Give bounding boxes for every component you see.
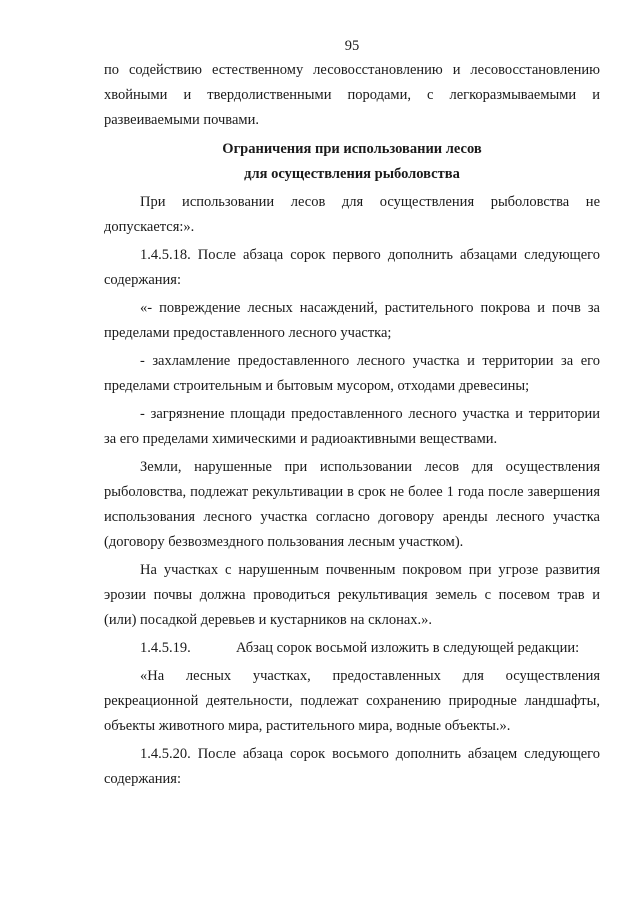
section-heading-line-1: Ограничения при использовании лесов <box>222 141 482 157</box>
quote-paragraph-damage: «- повреждение лесных насаждений, растительного покрова и почв за пределами предоставленного лесного участка; <box>104 300 600 341</box>
item-number: 1.4.5.19. <box>140 640 191 656</box>
item-1-4-5-19 <box>104 636 600 661</box>
continuation-paragraph: по содействию естественному лесовосстановлению и лесовосстановлению хвойными и твердолиственными породами, с легкоразмываемыми и развеиваемыми почвами. <box>104 62 600 128</box>
item-1-4-5-20 <box>104 742 600 792</box>
item-number: 1.4.5.18. <box>140 247 191 263</box>
lands-recultivation-paragraph: Земли, нарушенные при использовании лесов для осуществления рыболовства, подлежат рекультивации в срок не более 1 года после завершения использования лесного участка согласно договору аренды лесного участка (договору безвозмездного пользования лесным участком). <box>104 459 600 550</box>
recreation-paragraph: «На лесных участках, предоставленных для осуществления рекреационной деятельности, подлежат сохранению природные ландшафты, объекты животного мира, растительного мира, водные объекты.». <box>104 668 600 734</box>
fishing-restriction-paragraph: При использовании лесов для осуществления рыболовства не допускается:». <box>104 194 600 235</box>
quote-paragraph-pollution: - загрязнение площади предоставленного лесного участка и территории за его пределами химическими и радиоактивными веществами. <box>104 406 600 447</box>
item-1-4-5-18 <box>104 243 600 293</box>
item-text: После абзаца сорок первого дополнить абзацами следующего содержания: <box>104 247 600 288</box>
item-text: После абзаца сорок восьмого дополнить абзацем следующего содержания: <box>104 746 600 787</box>
item-number: 1.4.5.20. <box>140 746 191 762</box>
page-number: 95 <box>344 38 360 54</box>
erosion-paragraph: На участках с нарушенным почвенным покровом при угрозе развития эрозии почвы должна проводиться рекультивация земель с посевом трав и (или) посадкой деревьев и кустарников на склонах.». <box>104 562 600 628</box>
quote-paragraph-littering: - захламление предоставленного лесного участка и территории за его пределами строительным и бытовым мусором, отходами древесины; <box>104 353 600 394</box>
section-heading-line-2: для осуществления рыболовства <box>244 166 460 182</box>
item-text: Абзац сорок восьмой изложить в следующей редакции: <box>236 640 580 656</box>
